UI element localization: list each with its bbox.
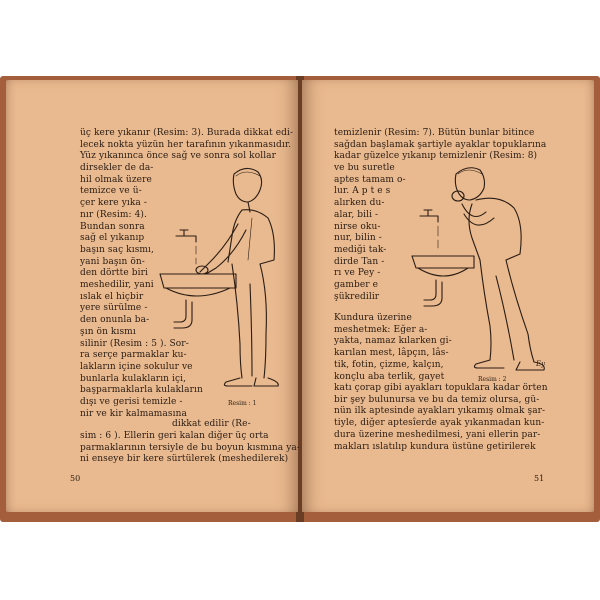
text-line: dura üzerine meshedilmesi, yani ellerin par- <box>334 429 541 440</box>
illustration-man-washing-hands <box>156 164 286 394</box>
text-line: aptes tamam o- <box>334 174 406 185</box>
text-line: yani başın ön- <box>80 256 145 267</box>
open-book <box>0 76 600 522</box>
text-line: mediği tak- <box>334 244 387 255</box>
text-line: lakların içine sokulur ve <box>80 361 193 372</box>
text-line: alırken du- <box>334 198 385 209</box>
text-line: dirde Tan - <box>334 256 385 267</box>
text-line: sağdan başlamak şartiyle ayaklar topuklarına <box>334 139 547 150</box>
text-line: meshedilir, yani <box>80 280 154 290</box>
text-line: bunlarla kulakların içi, <box>80 373 187 384</box>
text-line: ni enseye bir kere sürtülerek (meshedilerek) <box>80 454 289 465</box>
text-line: başın saç kısmı, <box>80 244 154 255</box>
text-line: dikkat edilir (Re- <box>172 419 251 429</box>
text-line: Kundura üzerine <box>334 313 412 323</box>
text-line: gamber e <box>334 280 379 290</box>
text-line: silinir (Resim : 5 ). Sor- <box>80 338 189 349</box>
text-line: lur. A p t e s <box>334 186 391 197</box>
text-line: dirsekler de da- <box>80 163 154 173</box>
text-line: nün ilk aptesinde ayakları yıkamış olmak şar- <box>334 406 546 417</box>
text-line: nır (Resim: 4). <box>80 209 147 220</box>
text-line: üç kere yıkanır (Resim: 3). Burada dikkat edi- <box>80 128 294 138</box>
text-line: ve bu suretle <box>334 163 395 173</box>
text-line: den dörtte biri <box>80 268 148 279</box>
text-line: çer kere yıka - <box>80 198 147 209</box>
text-line: katı çorap gibi ayakları topuklara kadar örten <box>334 383 548 393</box>
text-line: Bundan sonra <box>80 221 145 232</box>
text-line: temizlenir (Resim: 7). Bütün bunlar bitince <box>334 128 535 138</box>
text-line: dışı ve gerisi temizle - <box>80 397 183 407</box>
text-line: tik, fotin, çizme, kalçın, <box>334 359 444 370</box>
text-line: nirse oku- <box>334 221 381 232</box>
text-line: konçlu aba terlik, gayet <box>334 371 445 382</box>
right-page <box>302 80 594 512</box>
text-line: ra serçe parmaklar ku- <box>80 350 187 361</box>
text-line: şın ön kısmı <box>80 326 136 337</box>
page-number: 50 <box>70 474 81 483</box>
text-line: parmaklarının tersiyle de bu boyun kısmına ya- <box>80 442 300 453</box>
text-line: tiyle, diğer aptesîerde ayak yıkanmadan kun- <box>334 418 545 429</box>
text-line: alar, bili - <box>334 209 379 220</box>
text-line: şükredilir <box>334 291 380 302</box>
text-line: sim : 6 ). Ellerin geri kalan diğer üç orta <box>80 431 269 441</box>
text-line: Yüz yıkanınca önce sağ ve sonra sol kollar <box>80 151 277 162</box>
text-line: temizce ve ü- <box>80 186 142 197</box>
page-number: 51 <box>534 474 545 483</box>
text-line: makları ıslatılıp kundura üstüne getirilerek <box>334 441 536 452</box>
illustration-man-washing-face <box>410 164 560 384</box>
text-line: yere sürülme - <box>80 303 148 314</box>
text-line: meshetmek: Eğer a- <box>334 324 428 335</box>
text-line: kadar güzelce yıkanıp temizlenir (Resim: 8) <box>334 151 538 162</box>
text-line: lecek nokta yüzün her tarafının yıkanmasıdır. <box>80 139 292 150</box>
figure-caption: Resim : 1 <box>228 400 257 407</box>
text-line: nir ve kir kalmamasına <box>80 408 187 419</box>
figure-caption: Resim : 2 <box>478 376 507 383</box>
text-line: yakta, namaz kılarken gi- <box>334 336 452 347</box>
illustrator-signature: Ey <box>536 360 546 368</box>
text-line: karılan mest, lâpçın, lâs- <box>334 348 449 359</box>
text-line: den onunla ba- <box>80 315 150 326</box>
text-line: rı ve Pey - <box>334 268 381 279</box>
text-line: hil olmak üzere <box>80 174 152 185</box>
text-line: bir şey bulunursa ve bu da temiz olursa, gü- <box>334 394 540 405</box>
left-page <box>6 80 298 512</box>
text-line: ıslak el hiçbir <box>80 291 144 302</box>
text-line: nur, bilin - <box>334 233 382 244</box>
text-line: sağ el yıkanıp <box>80 233 145 244</box>
text-line: başparmaklarla kulakların <box>80 385 203 396</box>
